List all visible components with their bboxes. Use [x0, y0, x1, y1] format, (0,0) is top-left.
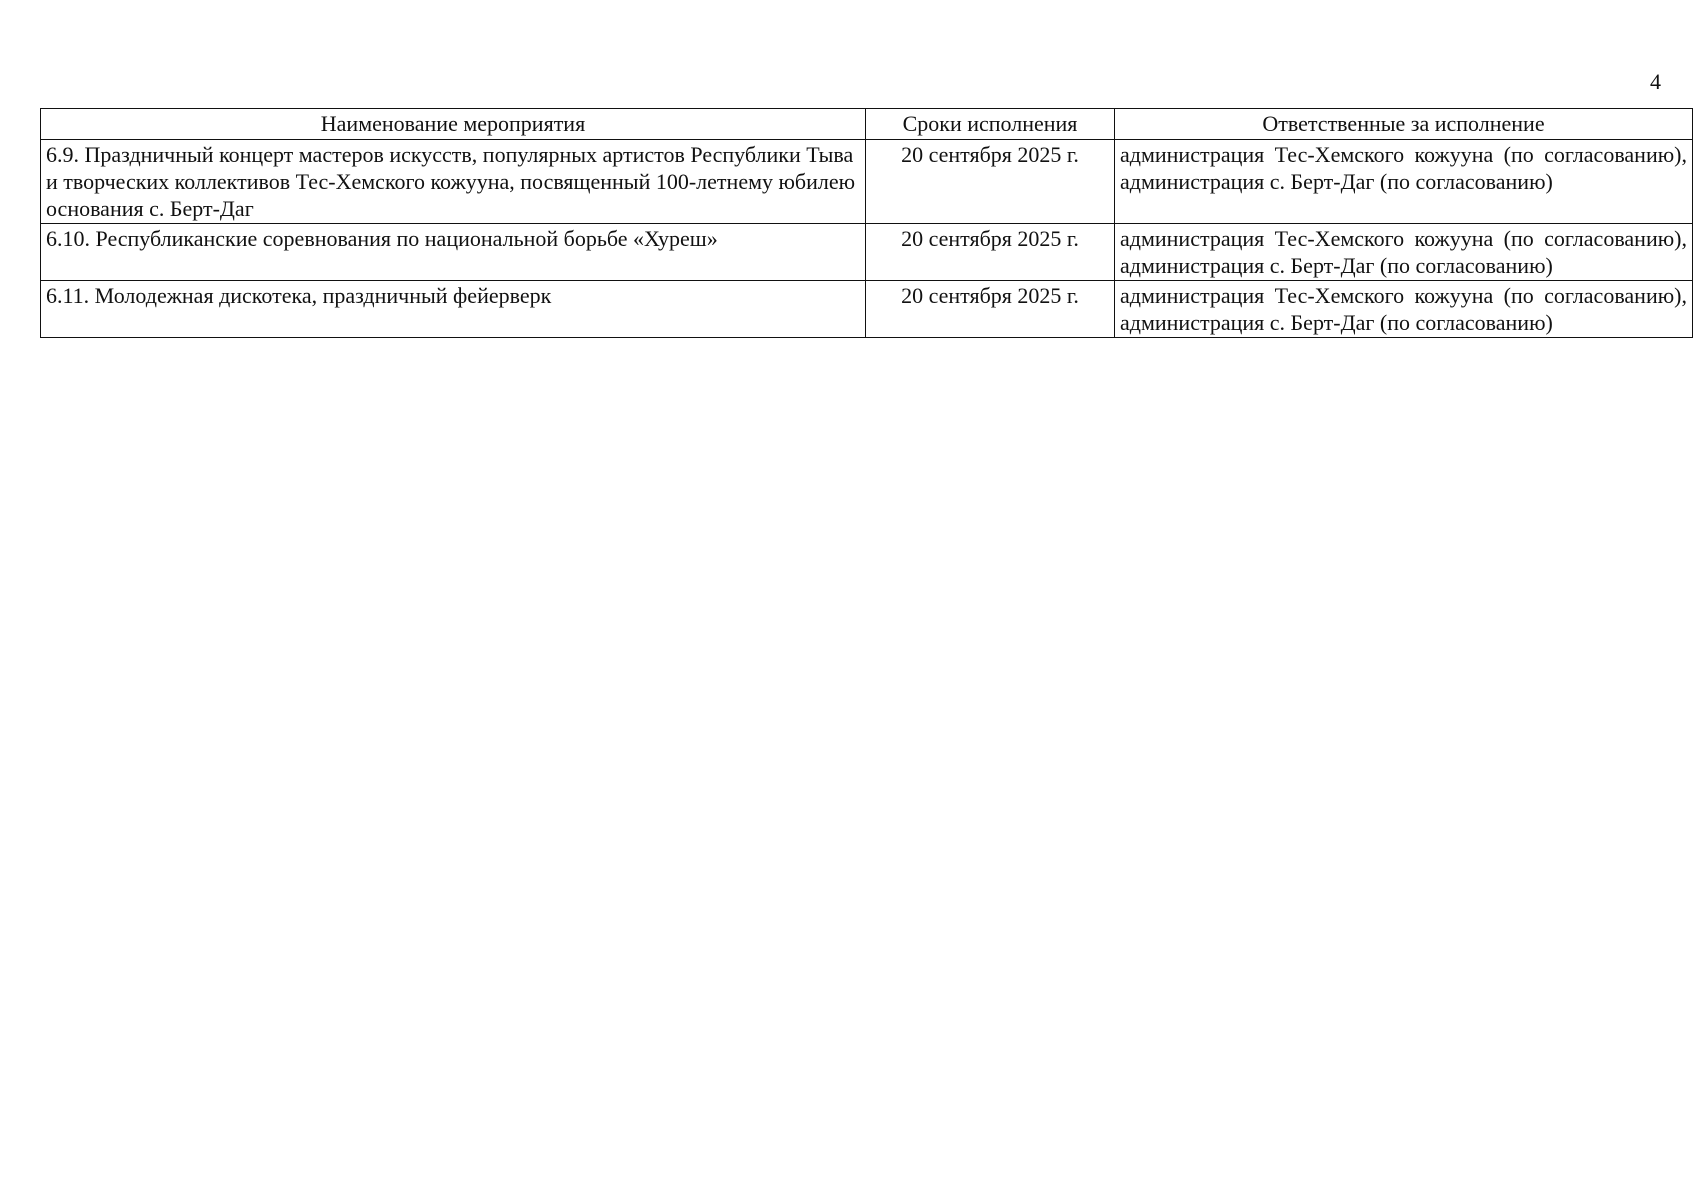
header-responsible: Ответственные за исполнение [1115, 109, 1693, 140]
events-plan-table [40, 108, 1693, 338]
table-header-row [41, 109, 1693, 140]
table-row [41, 140, 1693, 224]
event-name-cell: 6.9. Праздничный концерт мастеров искусств, популярных артистов Республики Тыва и творческих коллективов Тес-Хемского кожууна, посвященный 100-летнему юбилею основания с. Берт-Даг [41, 140, 866, 224]
table-row [41, 224, 1693, 281]
deadline-cell: 20 сентября 2025 г. [866, 224, 1115, 281]
table-row [41, 281, 1693, 338]
responsible-cell: администрация Тес-Хемского кожууна (по согласованию), администрация с. Берт-Даг (по согласованию) [1115, 224, 1693, 281]
header-deadline: Сроки исполнения [866, 109, 1115, 140]
deadline-cell: 20 сентября 2025 г. [866, 140, 1115, 224]
event-name-cell: 6.10. Республиканские соревнования по национальной борьбе «Хуреш» [41, 224, 866, 281]
header-event-name: Наименование мероприятия [41, 109, 866, 140]
event-name-cell: 6.11. Молодежная дискотека, праздничный фейерверк [41, 281, 866, 338]
deadline-cell: 20 сентября 2025 г. [866, 281, 1115, 338]
page-number: 4 [1650, 69, 1661, 94]
responsible-cell: администрация Тес-Хемского кожууна (по согласованию), администрация с. Берт-Даг (по согласованию) [1115, 281, 1693, 338]
responsible-cell: администрация Тес-Хемского кожууна (по согласованию), администрация с. Берт-Даг (по согласованию) [1115, 140, 1693, 224]
